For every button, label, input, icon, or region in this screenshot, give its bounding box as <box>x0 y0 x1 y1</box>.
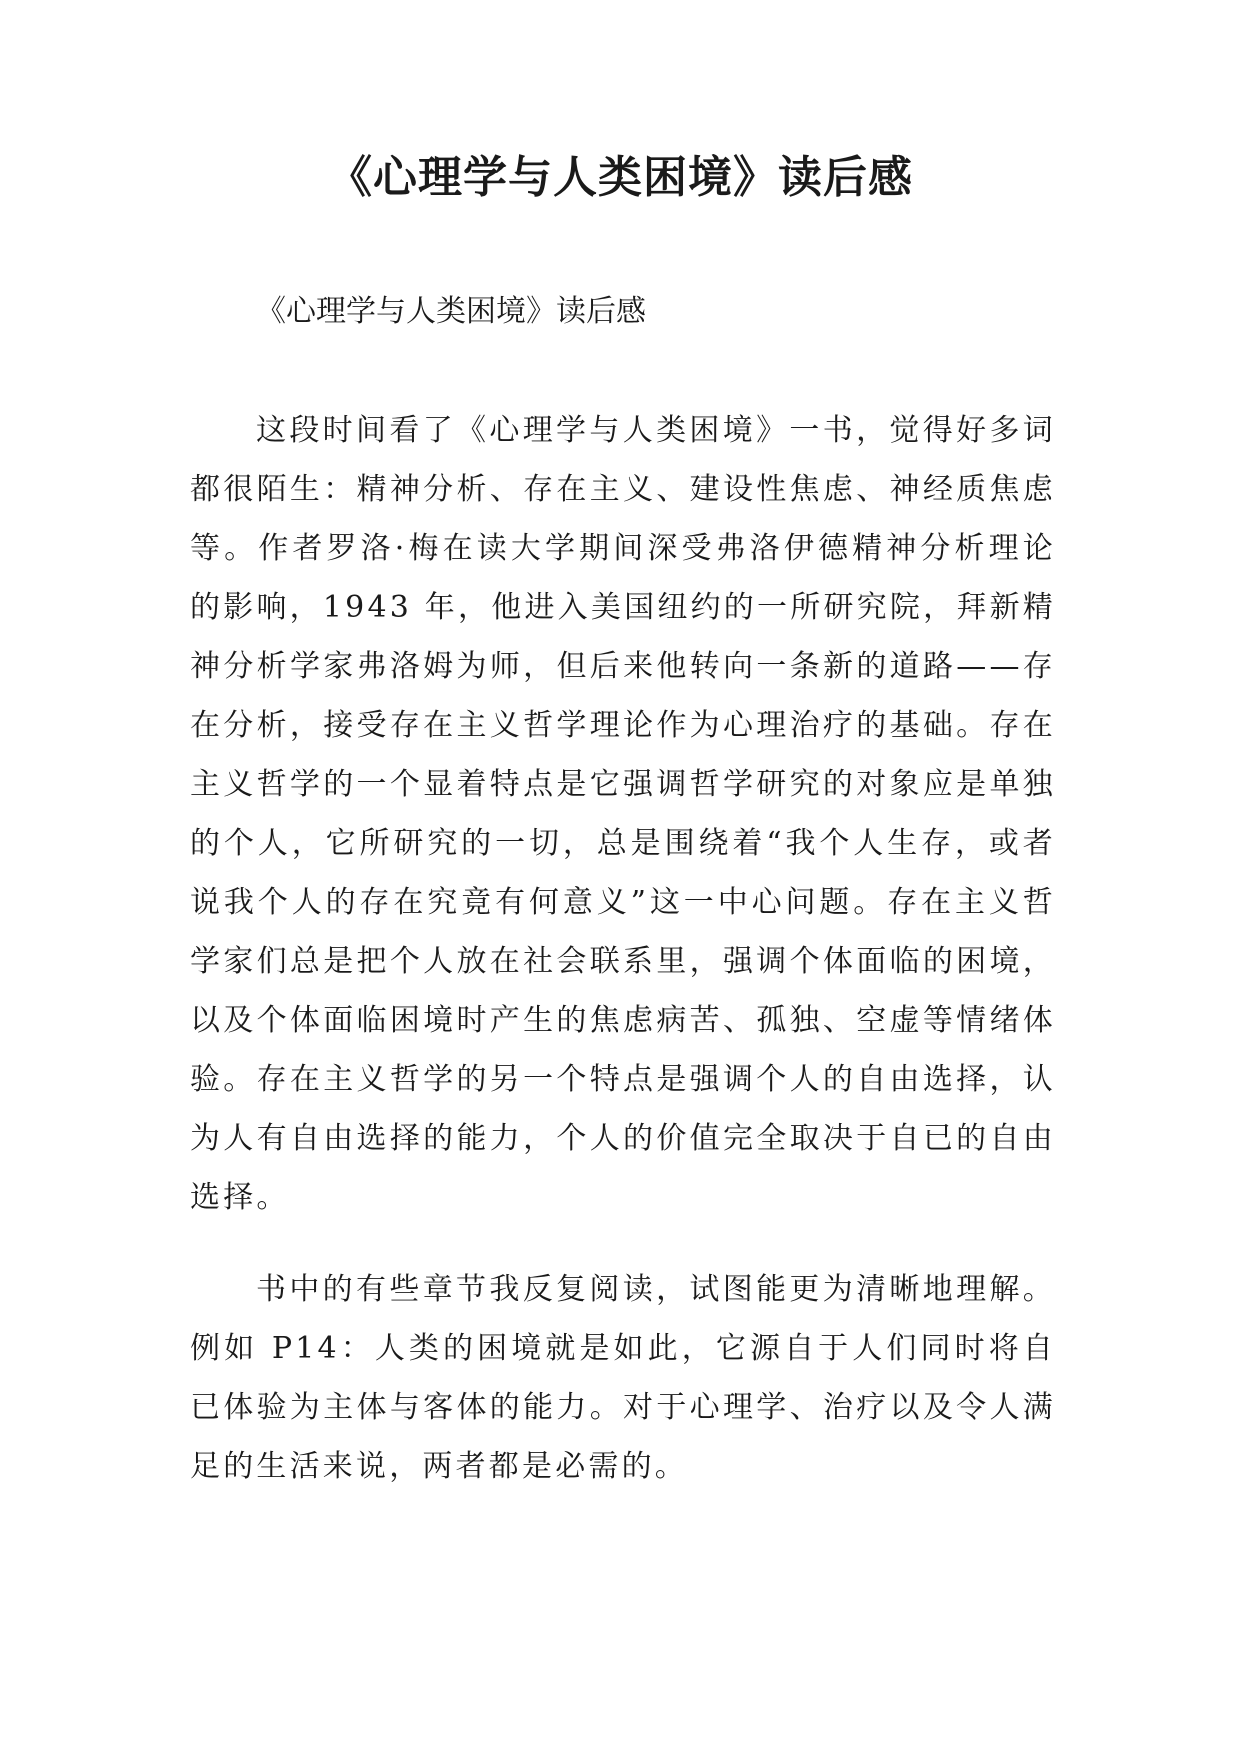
body-paragraph: 书中的有些章节我反复阅读，试图能更为清晰地理解。例如 P14：人类的困境就是如此，它源自于人们同时将自已体验为主体与客体的能力。对于心理学、治疗以及令人满足的生活来说，两者都是必需的。 <box>190 1272 1056 1484</box>
document-subtitle: 《心理学与人类困境》读后感 <box>256 294 646 329</box>
document-title: 《心理学与人类困境》读后感 <box>328 152 913 203</box>
body-paragraph: 这段时间看了《心理学与人类困境》一书，觉得好多词都很陌生：精神分析、存在主义、建设性焦虑、神经质焦虑等。作者罗洛·梅在读大学期间深受弗洛伊德精神分析理论的影响，1943 年，他进入美国纽约的一所研究院，拜新精神分析学家弗洛姆为师，但后来他转向一条新的道路——存在分析，接受存在主义哲学理论作为心理治疗的基础。存在主义哲学的一个显着特点是它强调哲学研究的对象应是单独的个人，它所研究的一切，总是围绕着“我个人生存，或者说我个人的存在究竟有何意义”这一中心问题。存在主义哲学家们总是把个人放在社会联系里，强调个体面临的困境，以及个体面临困境时产生的焦虑病苦、孤独、空虚等情绪体验。存在主义哲学的另一个特点是强调个人的自由选择，认为人有自由选择的能力，个人的价值完全取决于自已的自由选择。 <box>190 413 1056 1215</box>
